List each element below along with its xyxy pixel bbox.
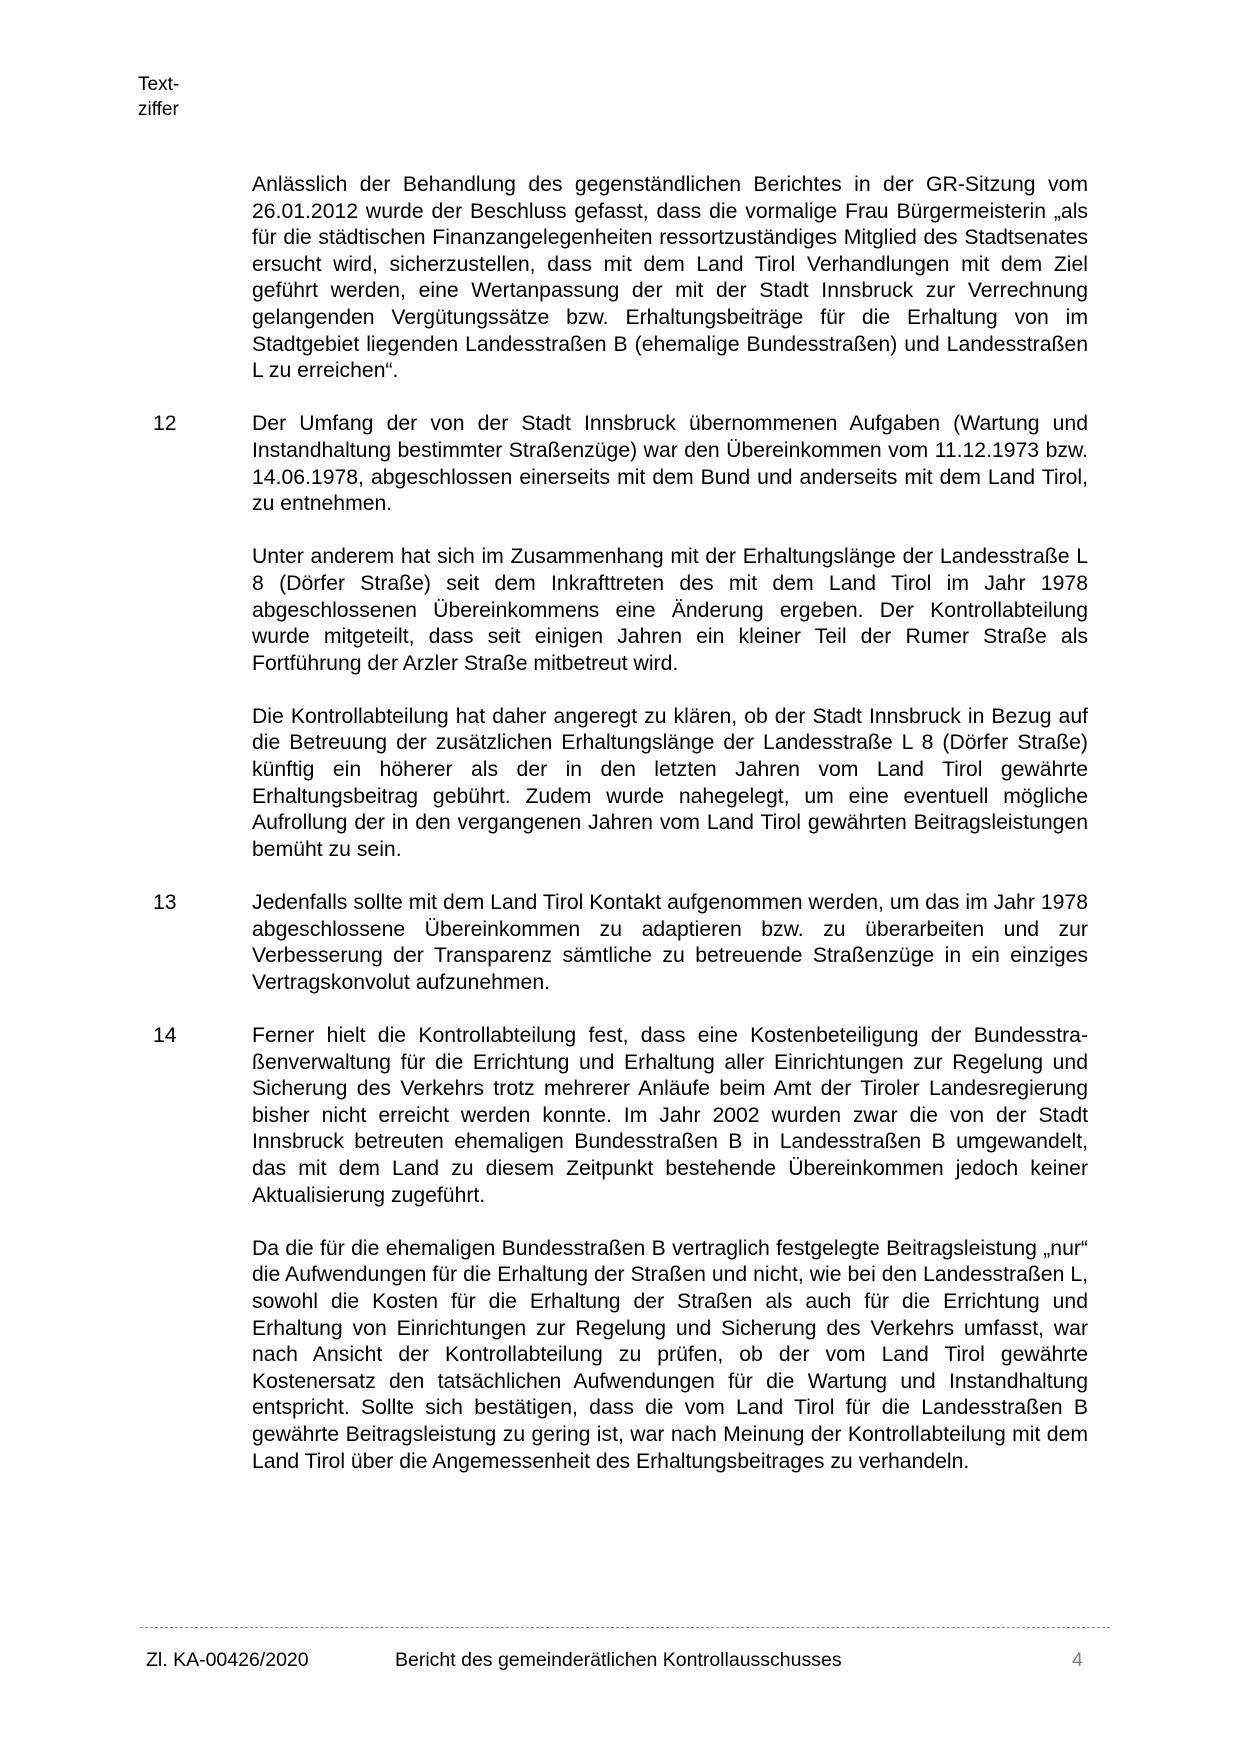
page-number: 4 bbox=[1072, 1649, 1083, 1671]
paragraph-text: Da die für die ehemaligen Bundesstraßen B vertraglich festgelegte Beitragsleistung „nur“ die Aufwendungen für die Erhaltung der Straßen und nicht, wie bei den Landesstraßen L, sowohl die Kosten für die Erhaltung der Straßen als auch für die Errichtung und Erhaltung von Einrichtungen zur Regelung und Sicherung des Verkehrs umfasst, war nach Ansicht der Kontrollabteilung zu prüfen, ob der vom Land Tirol gewährte Kostenersatz den tatsächlichen Aufwendungen für die Wartung und Instandhaltung entspricht. Sollte sich bestätigen, dass die vom Land Tirol für die Landesstraßen B gewährte Beitragsleistung zu gering ist, war nach Meinung der Kontrollabteilung mit dem Land Tirol über die Angemessenheit des Erhaltungsbeitrages zu verhandeln. bbox=[252, 1236, 1088, 1473]
paragraph-text: Unter anderem hat sich im Zusammenhang mit der Erhaltungslänge der Landesstraße L 8 (Dörfer Straße) seit dem Inkrafttreten des mit dem Land Tirol im Jahr 1978 abgeschlossenen Übereinkommens eine Änderung ergeben. Der Kontrollabteilung wurde mitgeteilt, dass seit einigen Jahren ein kleiner Teil der Rumer Straße als Fortführung der Arzler Straße mitbetreut wird. bbox=[252, 545, 1088, 675]
paragraph bbox=[252, 704, 1088, 864]
report-body bbox=[0, 172, 1241, 1502]
margin-label-line2: ziffer bbox=[138, 99, 179, 120]
paragraph bbox=[153, 411, 1088, 517]
paragraph-text: Der Umfang der von der Stadt Innsbruck übernommenen Aufgaben (Wartung und Instandhaltung bestimmter Straßenzüge) war den Übereinkommen vom 11.12.1973 bzw. 14.06.1978, abgeschlossen einerseits mit dem Bund und anderseits mit dem Land Tirol, zu entnehmen. bbox=[252, 412, 1088, 516]
paragraph bbox=[252, 544, 1088, 677]
paragraph bbox=[252, 172, 1088, 385]
document-reference: Zl. KA-00426/2020 bbox=[146, 1649, 309, 1671]
margin-column-label bbox=[138, 72, 218, 122]
text-number: 12 bbox=[153, 412, 177, 436]
text-number: 14 bbox=[153, 1024, 177, 1047]
margin-label-line1: Text- bbox=[138, 74, 180, 95]
paragraph bbox=[153, 890, 1088, 996]
text-number: 13 bbox=[153, 891, 177, 915]
paragraph bbox=[153, 1023, 1088, 1209]
paragraph-text: Anlässlich der Behandlung des gegenständlichen Berichtes in der GR-Sitzung vom 26.01.2012 wurde der Beschluss gefasst, dass die vormalige Frau Bürgermeisterin „als für die städtischen Finanzangelegenheiten ressortzuständiges Mitglied des Stadtsenates ersucht wird, sicherzustellen, dass mit dem Land Tirol Verhandlungen mit dem Ziel geführt werden, eine Wertanpassung der mit der Stadt Innsbruck zur Verrechnung gelangenden Vergütungssätze bzw. Erhaltungsbeiträge für die Erhaltung von im Stadtgebiet liegenden Landesstraßen B (ehemalige Bundesstraßen) und Landesstraßen L zu erreichen“. bbox=[252, 173, 1088, 383]
paragraph-text: Ferner hielt die Kontrollabteilung fest, dass eine Kostenbeteiligung der Bundesstraßenverwaltung für die Errichtung und Erhaltung aller Einrichtungen zur Regelung und Sicherung des Verkehrs trotz mehrerer Anläufe beim Amt der Tiroler Landesregierung bisher nicht erreicht werden konnte. Im Jahr 2002 wurden zwar die von der Stadt Innsbruck betreuten ehemaligen Bundesstraßen B in Landesstraßen B umgewandelt, das mit dem Land zu diesem Zeitpunkt bestehende Übereinkommen jedoch keiner Aktualisierung zugeführt. bbox=[252, 1024, 1088, 1207]
paragraph-text: Die Kontrollabteilung hat daher angeregt zu klären, ob der Stadt Innsbruck in Bezug auf die Betreuung der zusätzlichen Erhaltungslänge der Landesstraße L 8 (Dörfer Straße) künftig ein höherer als der in den letzten Jahren vom Land Tirol gewährte Erhaltungsbeitrag gebührt. Zudem wurde nahegelegt, um eine eventuell mögliche Aufrollung der in den vergangenen Jahren vom Land Tirol gewährten Beitragsleistungen bemüht zu sein. bbox=[252, 704, 1088, 861]
footer-divider bbox=[140, 1627, 1110, 1628]
report-title: Bericht des gemeinderätlichen Kontrollausschusses bbox=[395, 1649, 842, 1671]
paragraph bbox=[252, 1236, 1088, 1475]
paragraph-text: Jedenfalls sollte mit dem Land Tirol Kontakt aufgenommen werden, um das im Jahr 1978 abgeschlossene Übereinkommen zu adaptieren bzw. zu überarbeiten und zur Verbesserung der Transparenz sämtliche zu betreuende Straßenzüge in ein einziges Vertragskonvolut aufzunehmen. bbox=[252, 891, 1088, 994]
